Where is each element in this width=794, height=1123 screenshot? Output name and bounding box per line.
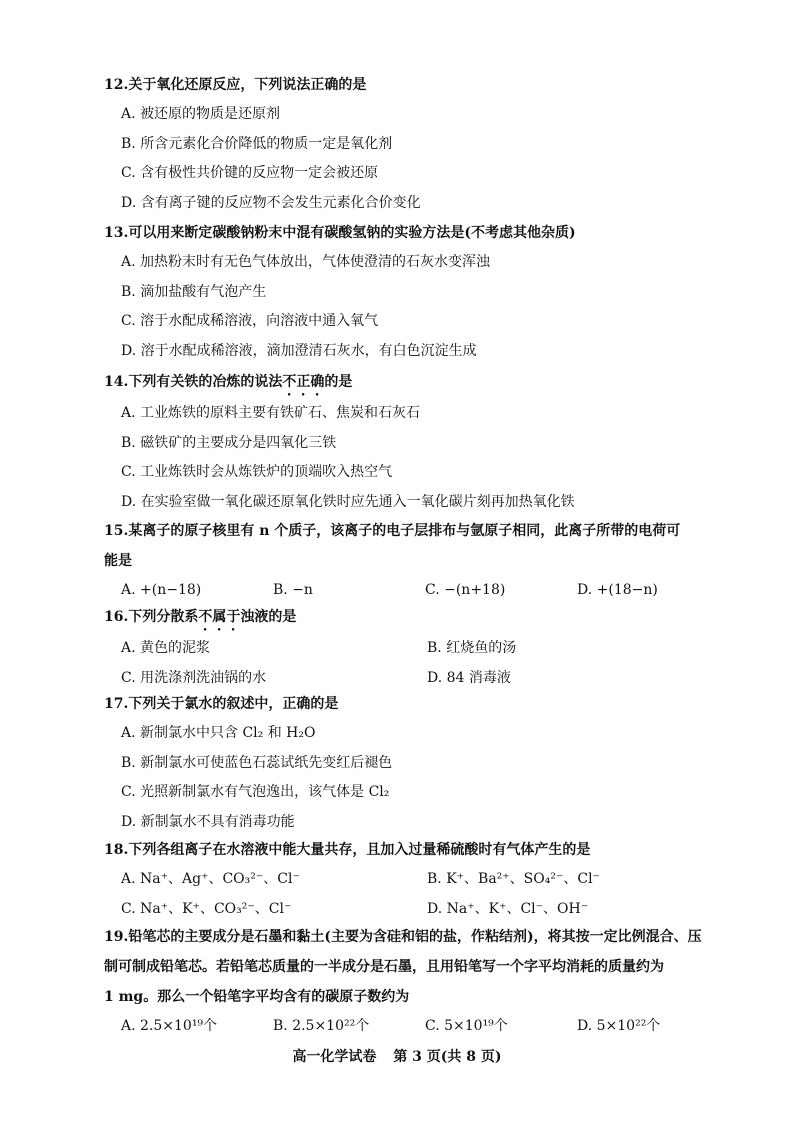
option-b: B. 红烧鱼的汤	[427, 640, 517, 656]
option-d: D. 含有离子键的反应物不会发生元素化合价变化	[121, 194, 421, 211]
question-18	[104, 835, 733, 924]
emphasis-text: 不属于	[198, 609, 241, 625]
options-row	[104, 1012, 729, 1042]
question-stem-cont: 1 mg。那么一个铅笔字平均含有的碳原子数约为	[104, 989, 410, 1005]
option-b: B. 2.5×10²²个	[273, 1018, 370, 1034]
question-stem: 13.可以用来断定碳酸钠粉末中混有碳酸氢钠的实验方法是(不考虑其他杂质)	[104, 225, 576, 241]
question-stem: 19.铅笔芯的主要成分是石墨和黏土(主要为含硅和铝的盐，作粘结剂)，将其按一定比例混合、压	[104, 929, 702, 945]
page-footer	[0, 1046, 794, 1066]
option-b: B. 磁铁矿的主要成分是四氧化三铁	[121, 434, 337, 451]
question-14	[104, 367, 575, 517]
option-d: D. 在实验室做一氧化碳还原氧化铁时应先通入一氧化碳片刻再加热氧化铁	[121, 493, 575, 510]
option-a: A. 加热粉末时有无色气体放出，气体使澄清的石灰水变浑浊	[121, 254, 491, 270]
question-13	[104, 218, 576, 366]
option-a: A. +(n−18)	[121, 582, 202, 598]
question-stem-cont: 制可制成铅笔芯。若铅笔芯质量的一半成分是石墨，且用铅笔写一个字平均消耗的质量约为	[104, 959, 664, 975]
option-d: D. +(18−n)	[577, 582, 658, 598]
options-row	[104, 634, 733, 664]
option-b: B. 所含元素化合价降低的物质一定是氧化剂	[121, 135, 393, 152]
options-row	[104, 865, 733, 895]
question-12	[104, 70, 421, 218]
question-stem: 14.下列有关铁的冶炼的说法不正确的是	[104, 374, 353, 390]
emphasis-text: 不正确	[282, 374, 325, 390]
option-a: A. 2.5×10¹⁹个	[121, 1018, 218, 1034]
option-a: A. 工业炼铁的原料主要有铁矿石、焦炭和石灰石	[121, 405, 421, 421]
option-b: B. 滴加盐酸有气泡产生	[121, 283, 267, 300]
option-c: C. 含有极性共价键的反应物一定会被还原	[121, 165, 379, 182]
question-stem: 17.下列关于氯水的叙述中，正确的是	[104, 696, 339, 712]
option-c: C. −(n+18)	[425, 582, 506, 598]
option-c: C. 溶于水配成稀溶液，向溶液中通入氧气	[121, 313, 379, 330]
question-stem: 15.某离子的原子核里有 n 个质子，该离子的电子层排布与氩原子相同，此离子所带的电荷可	[104, 523, 681, 539]
option-b: B. −n	[273, 582, 313, 598]
option-a: A. 新制氯水中只含 Cl₂ 和 H₂O	[121, 725, 316, 741]
option-d: D. 新制氯水不具有消毒功能	[121, 813, 295, 830]
option-d: D. 84 消毒液	[427, 669, 511, 686]
question-stem-cont: 能是	[104, 553, 132, 569]
option-d: D. 溶于水配成稀溶液，滴加澄清石灰水，有白色沉淀生成	[121, 342, 477, 359]
question-16	[104, 602, 733, 693]
question-stem: 16.下列分散系不属于浊液的是	[104, 609, 297, 625]
option-c: C. 光照新制氯水有气泡逸出，该气体是 Cl₂	[121, 784, 390, 801]
options-row	[104, 895, 733, 925]
page-number: 第 3 页(共 8 页)	[393, 1049, 502, 1065]
option-c: C. 用洗涤剂洗油锅的水	[121, 669, 267, 686]
option-a: A. 被还原的物质是还原剂	[121, 106, 281, 122]
option-a: A. 黄色的泥浆	[121, 640, 211, 656]
option-c: C. 5×10¹⁹个	[425, 1018, 508, 1034]
option-c: C. Na⁺、K⁺、CO₃²⁻、Cl⁻	[121, 900, 292, 917]
option-b: B. K⁺、Ba²⁺、SO₄²⁻、Cl⁻	[427, 871, 600, 887]
question-stem: 12.关于氧化还原反应，下列说法正确的是	[104, 77, 367, 93]
exam-title: 高一化学试卷	[292, 1049, 377, 1065]
question-stem: 18.下列各组离子在水溶液中能大量共存，且加入过量稀硫酸时有气体产生的是	[104, 842, 591, 858]
question-17	[104, 689, 392, 837]
question-19	[104, 922, 729, 1042]
option-c: C. 工业炼铁时会从炼铁炉的顶端吹入热空气	[121, 464, 393, 481]
question-15	[104, 516, 729, 606]
option-b: B. 新制氯水可使蓝色石蕊试纸先变红后褪色	[121, 754, 393, 771]
option-d: D. Na⁺、K⁺、Cl⁻、OH⁻	[427, 900, 589, 917]
option-d: D. 5×10²²个	[577, 1018, 661, 1034]
option-a: A. Na⁺、Ag⁺、CO₃²⁻、Cl⁻	[121, 871, 300, 887]
